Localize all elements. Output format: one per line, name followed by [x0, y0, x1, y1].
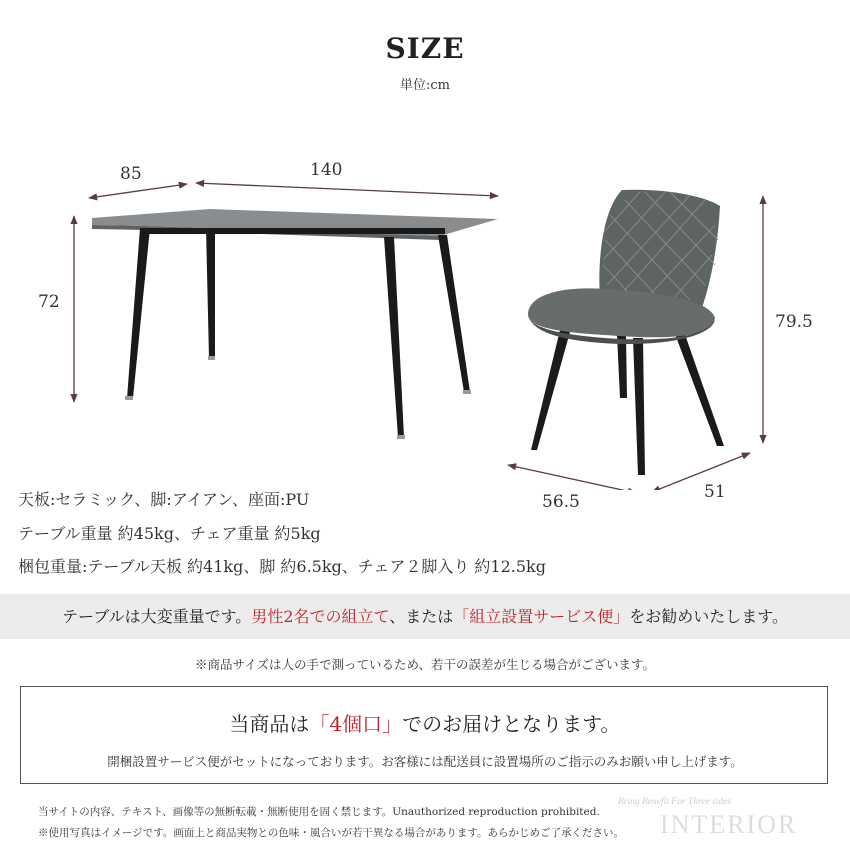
page-title: SIZE [385, 32, 465, 65]
delivery-title-text: でのお届けとなります。 [402, 712, 621, 736]
table-leg [384, 237, 404, 437]
table-leg [206, 228, 215, 358]
table-depth-label: 85 [120, 164, 142, 184]
delivery-subtitle: 開梱設置サービス便がセットになっております。お客様には配送員に設置場所のご指示のみお願い申し上げます。 [107, 754, 743, 769]
delivery-title-highlight: 「4個口」 [309, 712, 403, 736]
table-width-line [196, 183, 498, 196]
chair-depth-line [652, 453, 750, 490]
delivery-title [0, 708, 850, 737]
product-illustration [0, 150, 850, 490]
watermark-tagline: Bring Benefit For Three sides [618, 797, 732, 807]
footer-copyright: 当サイトの内容、テキスト、画像等の無断転載・無断使用を固く禁じます。Unauthorized reproduction prohibited. [38, 806, 600, 818]
notice-text: をお勧めいたします。 [629, 607, 788, 626]
watermark-brand: INTERIOR [660, 810, 798, 839]
table-width-label: 140 [310, 160, 343, 180]
chair-width-line [508, 465, 636, 490]
table-leg [127, 228, 150, 398]
chair-leg [672, 326, 724, 446]
chair-depth-label: 51 [704, 482, 726, 502]
footer-image-note: ※使用写真はイメージです。画面上と商品実物との色味・風合いが若干異なる場合があります。あらかじめご了承ください。 [38, 827, 625, 839]
table-depth-line [89, 184, 187, 198]
chair-leg [633, 338, 645, 475]
notice-highlight: 「組立設置サービス便」 [453, 607, 630, 626]
unit-label: 単位:cm [400, 78, 450, 93]
notice-text: 、または [389, 607, 454, 626]
table-height-label: 72 [38, 292, 60, 312]
size-disclaimer: ※商品サイズは人の手で測っているため、若干の誤差が生じる場合がございます。 [194, 657, 655, 672]
spec-weight: テーブル重量 約45kg、チェア重量 約5kg [18, 524, 321, 543]
assembly-notice [0, 604, 850, 627]
notice-highlight: 男性2名での組立て [251, 607, 390, 626]
spec-package-weight: 梱包重量:テーブル天板 約41kg、脚 約6.5kg、チェア２脚入り 約12.5kg [18, 557, 546, 576]
table-leg [438, 235, 470, 392]
spec-material: 天板:セラミック、脚:アイアン、座面:PU [18, 490, 310, 509]
chair-illustration [528, 190, 724, 475]
table-illustration [92, 209, 498, 439]
chair-height-label: 79.5 [775, 312, 813, 332]
chair-leg [617, 335, 627, 398]
chair-width-label: 56.5 [542, 492, 580, 512]
delivery-title-text: 当商品は [229, 712, 310, 736]
chair-leg [531, 330, 570, 450]
notice-text: テーブルは大変重量です。 [62, 607, 252, 626]
